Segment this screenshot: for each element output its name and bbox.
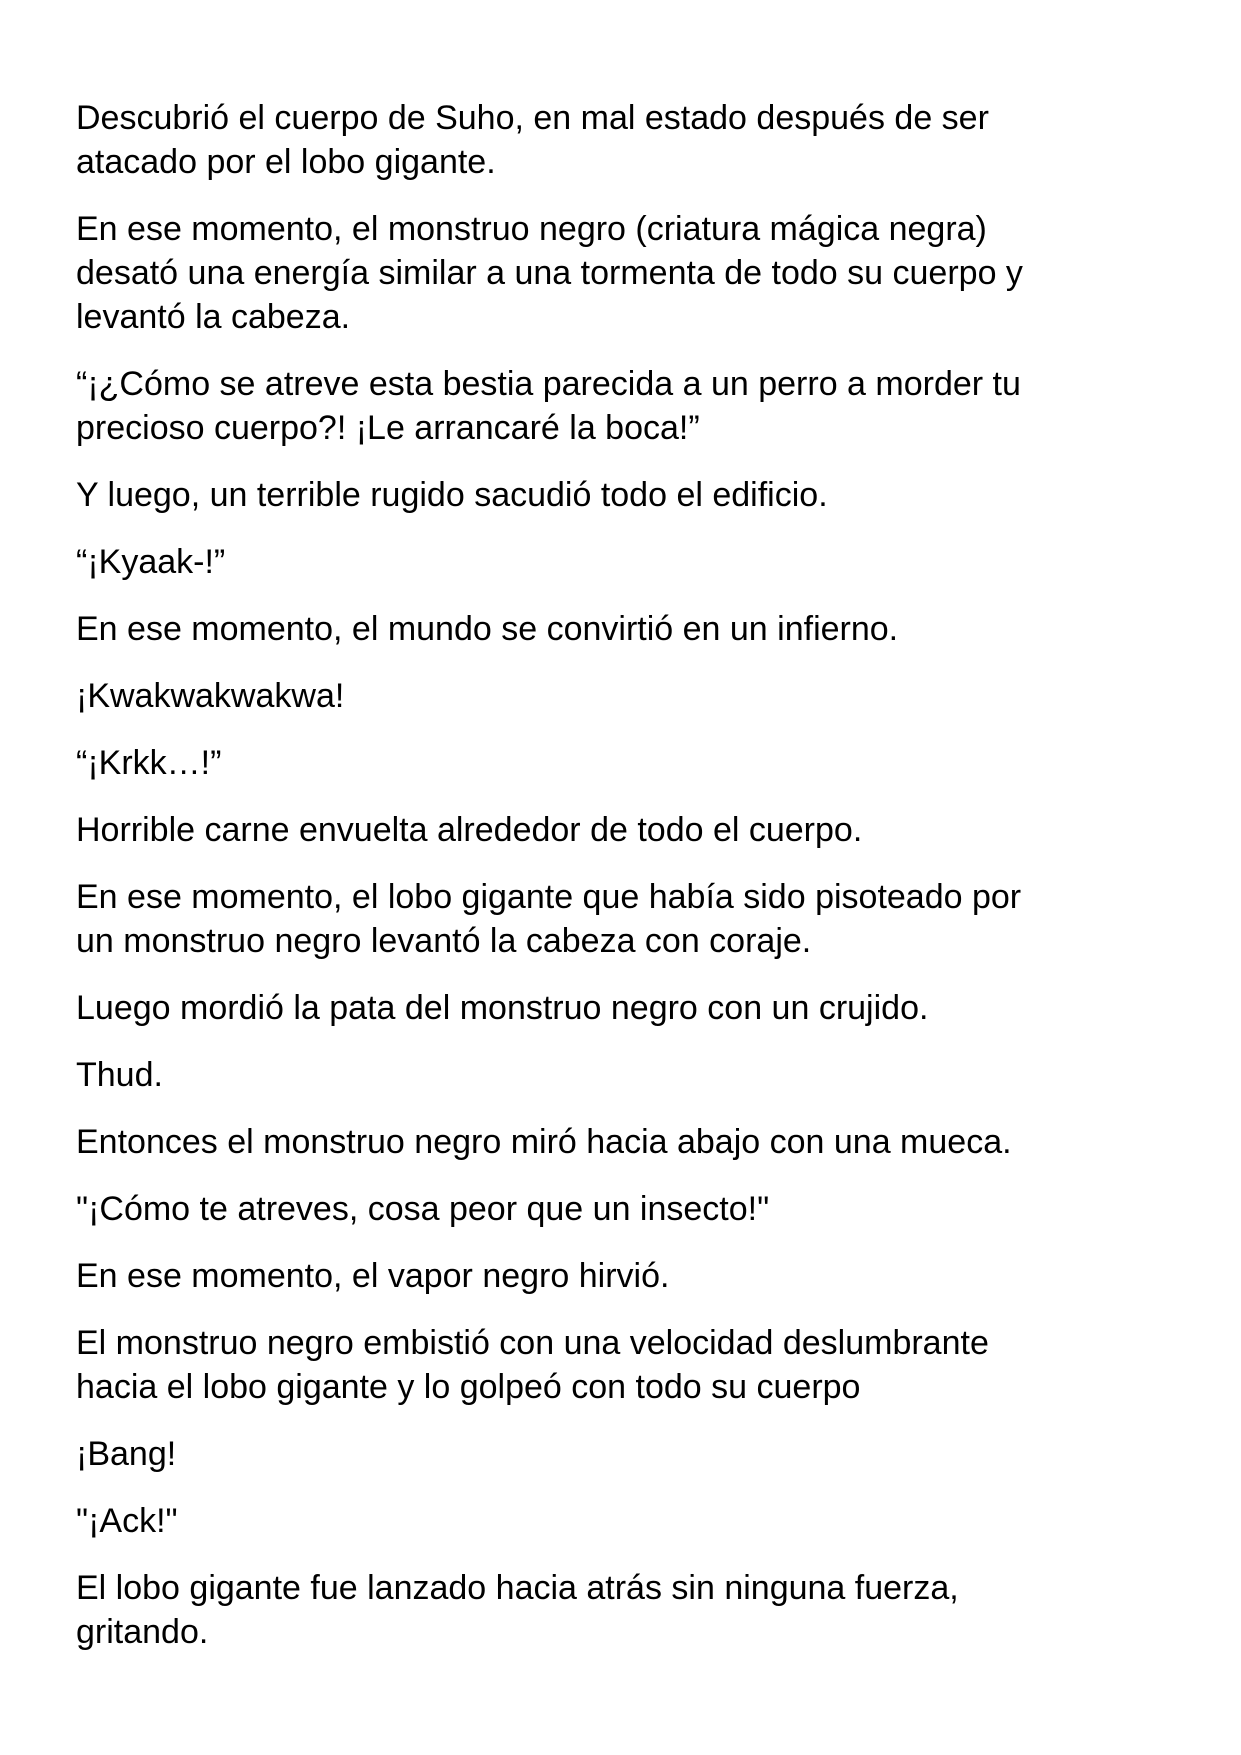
paragraph: [76, 875, 1196, 963]
paragraph: [76, 808, 1196, 852]
text-line: levantó la cabeza.: [76, 298, 351, 336]
paragraph: [76, 1120, 1196, 1164]
paragraph: [76, 473, 1196, 517]
text-line: Descubrió el cuerpo de Suho, en mal estado después de ser: [76, 99, 989, 137]
text-line: Y luego, un terrible rugido sacudió todo el edificio.: [76, 476, 828, 514]
text-line: desató una energía similar a una tormenta de todo su cuerpo y: [76, 254, 1023, 292]
paragraph: [76, 207, 1196, 339]
paragraph: [76, 1566, 1196, 1654]
paragraph: [76, 540, 1196, 584]
text-line: En ese momento, el mundo se convirtió en un infierno.: [76, 610, 899, 648]
paragraph: [76, 96, 1196, 184]
text-line: En ese momento, el lobo gigante que había sido pisoteado por: [76, 878, 1022, 916]
paragraph: [76, 1053, 1196, 1097]
text-line: El lobo gigante fue lanzado hacia atrás sin ninguna fuerza,: [76, 1569, 959, 1607]
text-line: atacado por el lobo gigante.: [76, 143, 496, 181]
paragraph: [76, 1254, 1196, 1298]
text-line: “¡Kyaak-!”: [76, 543, 226, 581]
text-line: Entonces el monstruo negro miró hacia abajo con una mueca.: [76, 1123, 1012, 1161]
text-line: "¡Ack!": [76, 1502, 178, 1540]
text-line: Horrible carne envuelta alrededor de todo el cuerpo.: [76, 811, 863, 849]
text-line: “¡Krkk…!”: [76, 744, 222, 782]
paragraph: [76, 674, 1196, 718]
text-line: ¡Bang!: [76, 1435, 177, 1473]
text-line: “¡¿Cómo se atreve esta bestia parecida a un perro a morder tu: [76, 365, 1021, 403]
text-line: Thud.: [76, 1056, 163, 1094]
paragraph: [76, 741, 1196, 785]
paragraph: [76, 1187, 1196, 1231]
paragraph: [76, 1321, 1196, 1409]
paragraph: [76, 362, 1196, 450]
text-line: precioso cuerpo?! ¡Le arrancaré la boca!”: [76, 409, 700, 447]
text-line: En ese momento, el monstruo negro (criatura mágica negra): [76, 210, 987, 248]
text-line: ¡Kwakwakwakwa!: [76, 677, 345, 715]
text-line: Luego mordió la pata del monstruo negro con un crujido.: [76, 989, 929, 1027]
text-line: En ese momento, el vapor negro hirvió.: [76, 1257, 670, 1295]
paragraph: [76, 607, 1196, 651]
text-line: gritando.: [76, 1613, 209, 1651]
text-line: "¡Cómo te atreves, cosa peor que un insecto!": [76, 1190, 770, 1228]
paragraph: [76, 986, 1196, 1030]
paragraph: [76, 1432, 1196, 1476]
paragraph: [76, 1499, 1196, 1543]
text-line: El monstruo negro embistió con una velocidad deslumbrante: [76, 1324, 989, 1362]
document-body: [76, 96, 1196, 1677]
text-line: hacia el lobo gigante y lo golpeó con todo su cuerpo: [76, 1368, 861, 1406]
text-line: un monstruo negro levantó la cabeza con coraje.: [76, 922, 812, 960]
